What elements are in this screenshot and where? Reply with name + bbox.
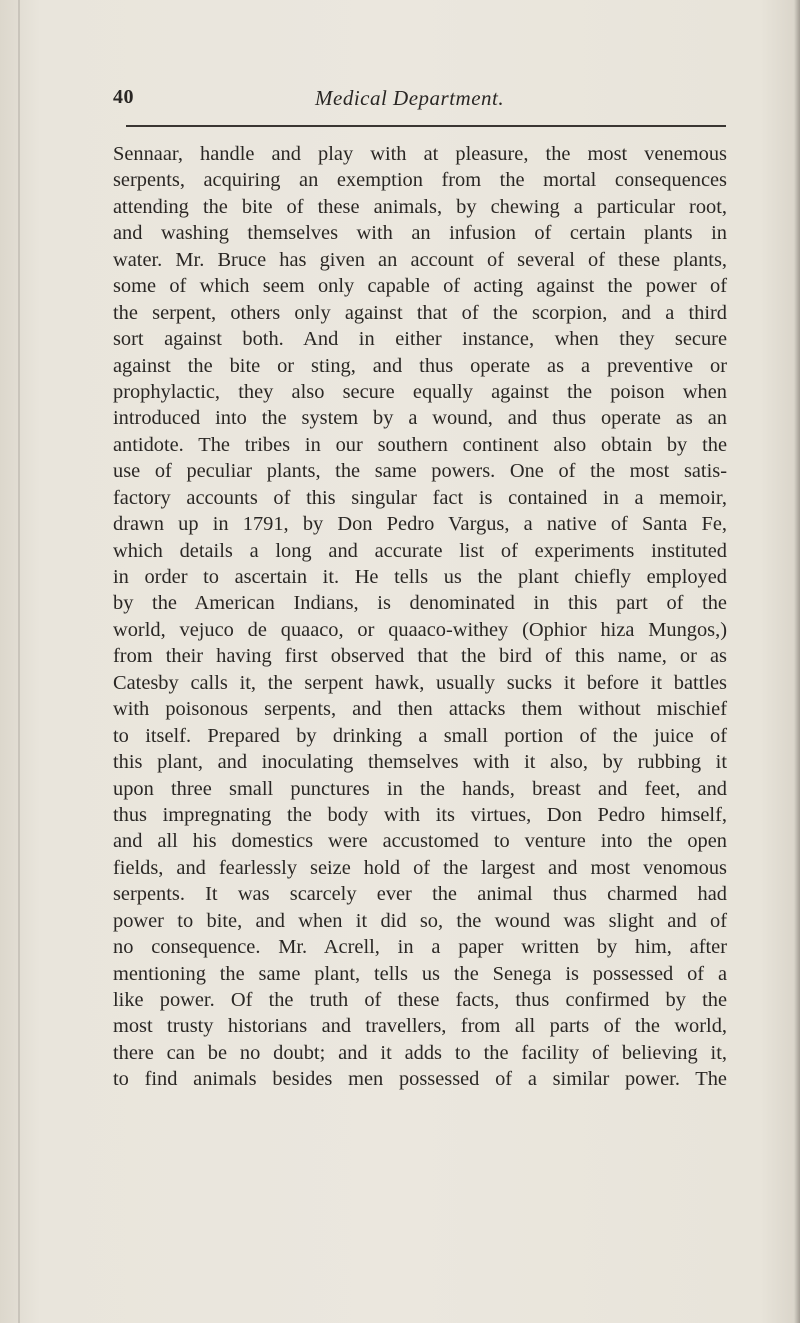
text-line: introduced into the system by a wound, and thus operate as an [113, 407, 727, 430]
text-line: upon three small punctures in the hands, breast and feet, and [113, 777, 727, 800]
text-line: prophylactic, they also secure equally against the poison when [113, 380, 727, 403]
text-line: power to bite, and when it did so, the wound was slight and of [113, 909, 727, 932]
text-line: against the bite or sting, and thus operate as a preventive or [113, 354, 727, 377]
text-line: Sennaar, handle and play with at pleasure, the most venemous [113, 143, 727, 165]
text-line: water. Mr. Bruce has given an account of several of these plants, [113, 248, 727, 271]
text-line: drawn up in 1791, by Don Pedro Vargus, a native of Santa Fe, [113, 513, 727, 536]
text-line: in order to ascertain it. He tells us the plant chiefly employed [113, 566, 727, 588]
page-edge-shadow [794, 0, 800, 1323]
text-line: to find animals besides men possessed of a similar power. The [113, 1068, 727, 1091]
page-number: 40 [113, 86, 134, 108]
text-line: there can be no doubt; and it adds to the facility of believing it, [113, 1041, 727, 1064]
text-line: thus impregnating the body with its virtues, Don Pedro himself, [113, 803, 727, 826]
binding-gutter [18, 0, 20, 1323]
text-line: serpents. It was scarcely ever the animal thus charmed had [113, 883, 727, 906]
text-line: mentioning the same plant, tells us the Senega is possessed of a [113, 962, 727, 985]
text-line-italic-terms: world, vejuco de quaaco, or quaaco-withey (Ophior hiza Mungos,) [113, 618, 727, 641]
text-line: factory accounts of this singular fact is contained in a memoir, [113, 486, 727, 509]
text-line: antidote. The tribes in our southern continent also obtain by the [113, 433, 727, 456]
text-line: this plant, and inoculating themselves with it also, by rubbing it [113, 751, 727, 774]
running-title: Medical Department. [315, 86, 505, 110]
text-line: Catesby calls it, the serpent hawk, usually sucks it before it battles [113, 671, 727, 694]
text-line: fields, and fearlessly seize hold of the largest and most venomous [113, 856, 727, 879]
text-line: like power. Of the truth of these facts, thus confirmed by the [113, 989, 727, 1011]
text-line: to itself. Prepared by drinking a small portion of the juice of [113, 724, 727, 747]
text-line: attending the bite of these animals, by chewing a particular root, [113, 195, 727, 218]
text-line: no consequence. Mr. Acrell, in a paper written by him, after [113, 936, 727, 959]
text-line: and washing themselves with an infusion of certain plants in [113, 222, 727, 245]
text-line: sort against both. And in either instance, when they secure [113, 328, 727, 351]
header-rule [126, 125, 726, 127]
body-paragraph [113, 141, 727, 1093]
page-header [113, 86, 723, 116]
text-line: which details a long and accurate list of experiments instituted [113, 539, 727, 562]
text-line: from their having first observed that the bird of this name, or as [113, 645, 727, 668]
text-line: most trusty historians and travellers, from all parts of the world, [113, 1015, 727, 1038]
text-line: serpents, acquiring an exemption from the mortal consequences [113, 169, 727, 192]
text-line: the serpent, others only against that of the scorpion, and a third [113, 301, 727, 324]
text-line: use of peculiar plants, the same powers. One of the most satis- [113, 460, 727, 483]
text-line: some of which seem only capable of acting against the power of [113, 275, 727, 298]
text-line: by the American Indians, is denominated in this part of the [113, 592, 727, 615]
text-line: and all his domestics were accustomed to venture into the open [113, 830, 727, 853]
text-line: with poisonous serpents, and then attacks them without mischief [113, 698, 727, 721]
